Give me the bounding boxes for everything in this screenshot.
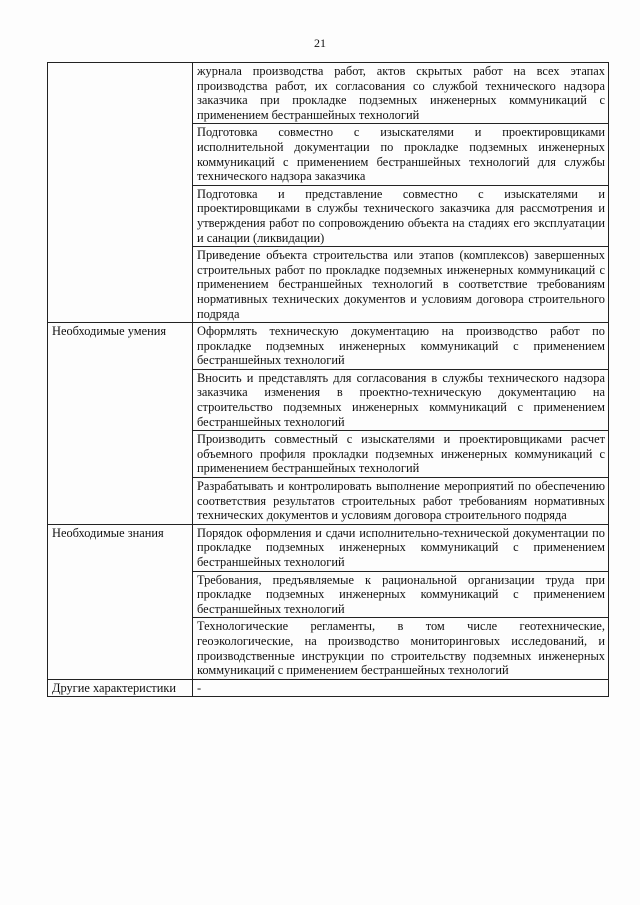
table-cell: Разрабатывать и контролировать выполнение мероприятий по обеспечению соответствия результатов строительных работ требованиям нормативных технических документов и условиям договора строительного подряда — [193, 478, 609, 525]
table-cell: Подготовка и представление совместно с изыскателями и проектировщиками в службы технического заказчика для рассмотрения и утверждения работ по сопровождению объекта на стадиях его эксплуатации и санации (ликвидации) — [193, 185, 609, 246]
table-row — [48, 323, 609, 370]
table-row — [48, 63, 609, 124]
table-cell: Производить совместный с изыскателями и проектировщиками расчет объемного профиля прокладки подземных инженерных коммуникаций с применением бестраншейных технологий — [193, 431, 609, 478]
table-row — [48, 524, 609, 571]
table-cell: Оформлять техническую документацию на производство работ по прокладке подземных инженерных коммуникаций с применением бестраншейных технологий — [193, 323, 609, 370]
row-label-knowledge: Необходимые знания — [48, 524, 193, 679]
page-number: 21 — [314, 36, 326, 50]
table-cell: Приведение объекта строительства или этапов (комплексов) завершенных строительных работ по прокладке подземных инженерных коммуникаций с применением бестраншейных технологий в соответствие требованиям нормативных технических документов и условиям договора строительного подряда — [193, 247, 609, 323]
table-cell: Подготовка совместно с изыскателями и проектировщиками исполнительной документации по прокладке подземных инженерных коммуникаций с применением бестраншейных технологий для службы технического надзора заказчика — [193, 124, 609, 185]
row-label-skills: Необходимые умения — [48, 323, 193, 525]
competency-table — [47, 62, 609, 697]
row-label-other: Другие характеристики — [48, 679, 193, 697]
table-cell: - — [193, 679, 609, 697]
table-cell: Требования, предъявляемые к рациональной организации труда при прокладке подземных инженерных коммуникаций с применением бестраншейных технологий — [193, 571, 609, 618]
table-cell: Вносить и представлять для согласования в службы технического надзора заказчика изменения в проектно-техническую документацию на строительство подземных инженерных коммуникаций с применением бестраншейных технологий — [193, 369, 609, 430]
row-label-continuation — [48, 63, 193, 323]
table-cell: журнала производства работ, актов скрытых работ на всех этапах производства работ, их согласования со службой технического надзора заказчика при прокладке подземных инженерных коммуникаций с применением бестраншейных технологий — [193, 63, 609, 124]
table-cell: Технологические регламенты, в том числе геотехнические, геоэкологические, на производство мониторинговых исследований, и производственные инструкции по строительству подземных инженерных коммуникаций с применением бестраншейных технологий — [193, 618, 609, 679]
table-row — [48, 679, 609, 697]
table-cell: Порядок оформления и сдачи исполнительно-технической документации по прокладке подземных инженерных коммуникаций с применением бестраншейных технологий — [193, 524, 609, 571]
